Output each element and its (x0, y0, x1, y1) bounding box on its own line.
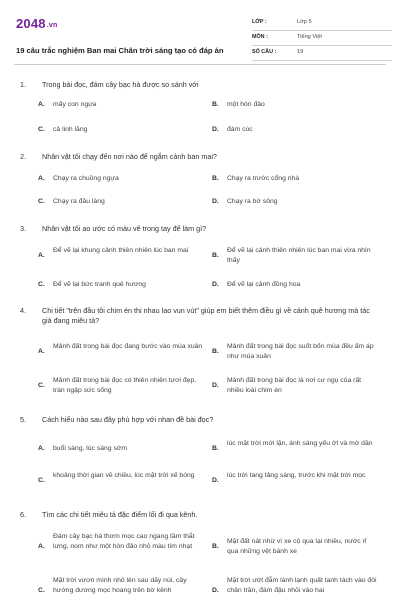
logo-text: 2048 (16, 16, 46, 31)
question-number: 1. (20, 80, 26, 89)
document-title: 19 câu trắc nghiệm Ban mai Chân trời sáng tạo có đáp án (16, 46, 224, 55)
question-number: 5. (20, 415, 26, 424)
question-text: 6. Tìm các chi tiết miêu tả đặc điểm lối đi qua kênh. (20, 510, 198, 519)
question-6: 6. Tìm các chi tiết miêu tả đặc điểm lối đi qua kênh. A. Đám cây bạc hà thơm mọc cao ngang tầm thắt lưng, nom như một hòn đảo nhỏ màu tím nhạt B. Mặt đất nát nhừ vì xe cộ qua lại nhiều, nước rỉ qua những vệt bánh xe C. Mặt trời vươn mình nhô lên sau dãy núi, cây hướng dương mọc hoang trên bờ kênh D. Mặt trời ướt đẫm lành lạnh quất tanh tách vào đôi chân trần, đám đậu nhỏi vào hai (20, 510, 377, 594)
question-text: 1. Trong bài đọc, đám cây bạc hà được so sánh với (20, 80, 199, 89)
question-text: 4. Chi tiết "trên đầu tôi chim én thi nhau lao vun vút" giúp em biết thêm điều gì về cảnh quê hương mà tác giả đang miêu tả? (20, 306, 370, 325)
meta-value: 19 (297, 49, 304, 55)
meta-label: LỚP : (252, 19, 267, 25)
question-text: 2. Nhân vật tôi chạy đến nơi nào để ngắm cảnh ban mai? (20, 152, 217, 161)
question-3: 3. Nhân vật tôi ao ước có màu vẽ trong tay để làm gì? A. Để vẽ lại khung cảnh thiên nhiên lúc ban mai B. Để vẽ lại cảnh thiên nhiên lúc ban mai vừa nhìn thấy C. Để vẽ lại bức tranh quê hương D. Để vẽ lại cảnh đồng hoa (20, 224, 376, 234)
question-number: 3. (20, 224, 26, 233)
question-number: 4. (20, 306, 26, 315)
question-1: 1. Trong bài đọc, đám cây bạc hà được so sánh với A. mấy con ngựa B. một hòn đảo C. cả linh lăng D. đám cúc (20, 80, 376, 90)
meta-value: Lớp 5 (297, 19, 312, 25)
question-text: 3. Nhân vật tôi ao ước có màu vẽ trong tay để làm gì? (20, 224, 207, 233)
logo-suffix: .vn (46, 22, 58, 29)
question-number: 2. (20, 152, 26, 161)
meta-row-count (252, 48, 392, 61)
meta-label: MÔN : (252, 34, 268, 40)
question-text: 5. Cách hiểu nào sau đây phù hợp với nhan đề bài đọc? (20, 415, 214, 424)
question-5: 5. Cách hiểu nào sau đây phù hợp với nhan đề bài đọc? A. buổi sáng, lúc sáng sớm B. lúc mặt trời mới lặn, ánh sáng yếu ớt và mờ dần C. khoảng thời gian về chiều, lúc mặt trời xế bóng D. lúc trời tang tảng sáng, trước khi mặt trời mọc (20, 415, 376, 425)
site-logo[interactable] (16, 16, 57, 31)
question-number: 6. (20, 510, 26, 519)
meta-label: SỐ CÂU : (252, 49, 277, 55)
meta-value: Tiếng Việt (297, 34, 322, 40)
meta-row-class (252, 18, 392, 31)
header-divider (14, 64, 386, 65)
question-2: 2. Nhân vật tôi chạy đến nơi nào để ngắm cảnh ban mai? A. Chạy ra chuồng ngựa B. Chạy ra trước cổng nhà C. Chạy ra đầu làng D. Chạy ra bờ sông (20, 152, 376, 162)
question-4: 4. Chi tiết "trên đầu tôi chim én thi nhau lao vun vút" giúp em biết thêm điều gì về cảnh quê hương mà tác giả đang miêu tả? A. Mảnh đất trong bài đọc đang bước vào mùa xuân B. Mảnh đất trong bài đọc suốt bốn mùa đều ấm áp như mùa xuân C. Mảnh đất trong bài đọc có thiên nhiên tươi đẹp, tràn ngập sức sống D. Mảnh đất trong bài đọc là nơi cư ngụ của rất nhiều loài chim én (20, 306, 376, 326)
meta-row-subject (252, 33, 392, 46)
meta-info (252, 18, 392, 63)
page-header (14, 14, 386, 64)
